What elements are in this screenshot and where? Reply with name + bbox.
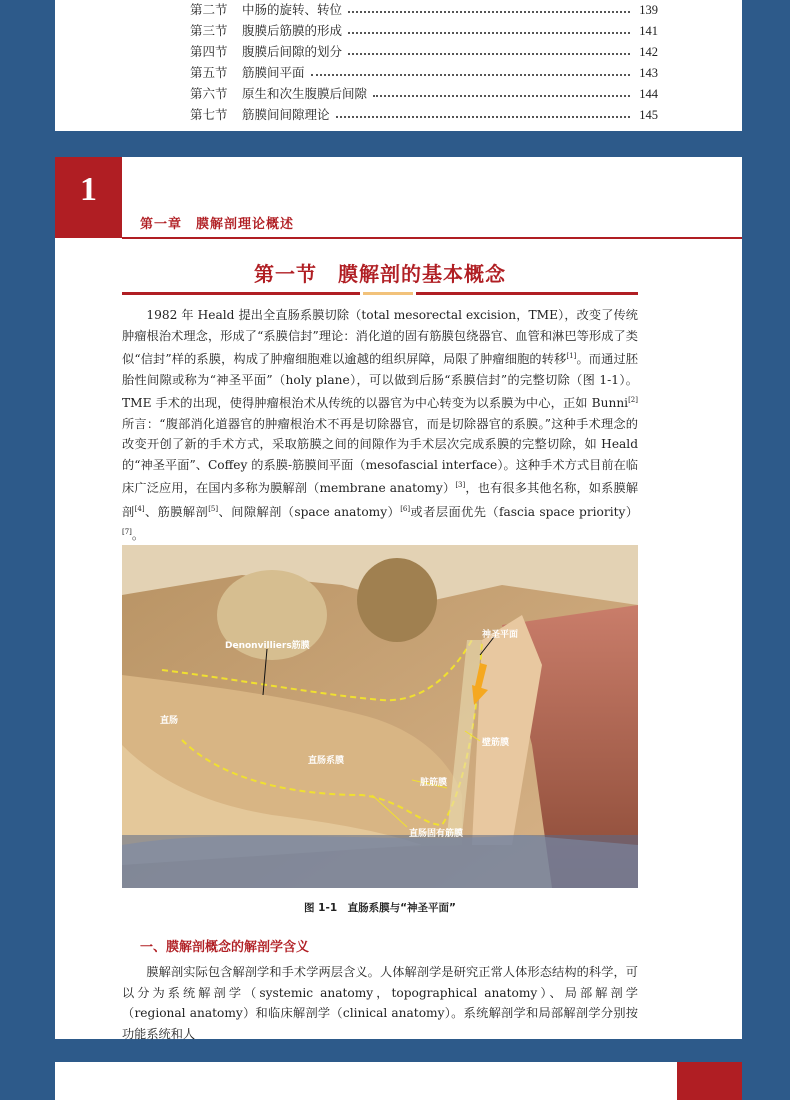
chapter-title: 第一章 膜解剖理论概述 bbox=[140, 217, 295, 232]
toc-page-number: 141 bbox=[639, 24, 658, 38]
figure-caption: 图 1-1 直肠系膜与“神圣平面” bbox=[304, 902, 456, 914]
section-rule-highlight bbox=[363, 292, 413, 295]
toc-section-number: 第七节 bbox=[190, 107, 228, 122]
toc-title: 筋膜间平面 bbox=[242, 65, 305, 80]
toc-entry[interactable] bbox=[190, 84, 658, 104]
chapter-number-box bbox=[55, 157, 122, 238]
toc-leader-dots bbox=[346, 0, 632, 20]
body-paragraph: 膜解剖实际包含解剖学和手术学两层含义。人体解剖学是研究正常人体形态结构的科学，可以分为系统解剖学（systemic anatomy，topographical anatomy）、局部解剖学（regional anatomy）和临床解剖学（clinical anatomy）。系统解剖学和局部解剖学分别按功能系统和人 bbox=[122, 965, 638, 1041]
label-visceral-fascia: 脏筋膜 bbox=[420, 778, 448, 788]
toc-entry[interactable] bbox=[190, 21, 658, 41]
toc-section-number: 第三节 bbox=[190, 23, 228, 38]
chapter-number: 1 bbox=[80, 171, 97, 208]
toc-page-number: 139 bbox=[639, 3, 658, 17]
anatomy-photo bbox=[122, 545, 638, 888]
toc-page-number: 145 bbox=[639, 108, 658, 122]
label-mesorectum: 直肠系膜 bbox=[308, 756, 345, 766]
toc-title: 中肠的旋转、转位 bbox=[242, 2, 343, 17]
toc-title: 腹膜后筋膜的形成 bbox=[242, 23, 343, 38]
section-rule-left bbox=[122, 292, 360, 295]
toc-leader-dots bbox=[346, 42, 632, 62]
toc-section-number: 第二节 bbox=[190, 2, 228, 17]
subsection-title: 一、膜解剖概念的解剖学含义 bbox=[140, 940, 310, 955]
intro-paragraph: 1982 年 Heald 提出全直肠系膜切除（total mesorectal excision，TME），改变了传统肿瘤根治术理念，形成了“系膜信封”理论：消化道的固有筋膜包绕器官、血管和淋巴等形成了类似“信封”样的系膜，构成了肿瘤细胞难以逾越的组织屏障，局限了肿瘤细胞的转移[1]。而通过胚胎性间隙或称为“神圣平面”（holy plane），可以做到后肠“系膜信封”的完整切除（图 1-1）。TME 手术的出现，使得肿瘤根治术从传统的以器官为中心转变为以系膜为中心，正如 Bunni[2]所言：“腹部消化道器官的肿瘤根治术不再是切除器官，而是切除器官的系膜。”这种手术理念的改变开创了新的手术方式，采取筋膜之间的间隙作为手术层次完成系膜的完整切除，如 Heald 的“神圣平面”、Coffey 的系膜-筋膜间平面（mesofascial interface）。这种手术方式目前在临床广泛应用，在国内多称为膜解剖（membrane anatomy）[3]，也有很多其他名称，如系膜解剖[4]、筋膜解剖[5]、间隙解剖（space anatomy）[6]或者层面优先（fascia space priority）[7]。 bbox=[122, 308, 639, 543]
toc-entry[interactable] bbox=[190, 63, 658, 83]
toc-title: 腹膜后间隙的划分 bbox=[242, 44, 343, 59]
section-title: 第一节 膜解剖的基本概念 bbox=[254, 262, 506, 286]
label-holy-plane: 神圣平面 bbox=[482, 630, 519, 640]
toc-entry[interactable] bbox=[190, 105, 658, 125]
toc-title: 筋膜间间隙理论 bbox=[242, 107, 330, 122]
next-page-edge bbox=[55, 1062, 742, 1100]
label-proper-fascia: 直肠固有筋膜 bbox=[409, 829, 464, 839]
toc-section-number: 第四节 bbox=[190, 44, 228, 59]
toc-page-number: 142 bbox=[639, 45, 658, 59]
toc-leader-dots bbox=[346, 21, 632, 41]
toc-entry[interactable] bbox=[190, 0, 658, 20]
toc-section-number: 第五节 bbox=[190, 65, 228, 80]
toc-title: 原生和次生腹膜后间隙 bbox=[242, 86, 368, 101]
chapter-rule bbox=[122, 237, 742, 239]
next-page-corner bbox=[677, 1062, 742, 1100]
section-rule-right bbox=[416, 292, 638, 295]
toc-leader-dots bbox=[334, 105, 632, 125]
toc-leader-dots bbox=[309, 63, 632, 83]
label-parietal-fascia: 壁筋膜 bbox=[482, 738, 510, 748]
toc-entry[interactable] bbox=[190, 42, 658, 62]
toc-page-number: 144 bbox=[639, 87, 658, 101]
toc-page-number: 143 bbox=[639, 66, 658, 80]
toc-section-number: 第六节 bbox=[190, 86, 228, 101]
label-denonvilliers: Denonvilliers筋膜 bbox=[225, 641, 310, 651]
toc-leader-dots bbox=[371, 84, 632, 104]
label-rectum: 直肠 bbox=[160, 716, 179, 726]
